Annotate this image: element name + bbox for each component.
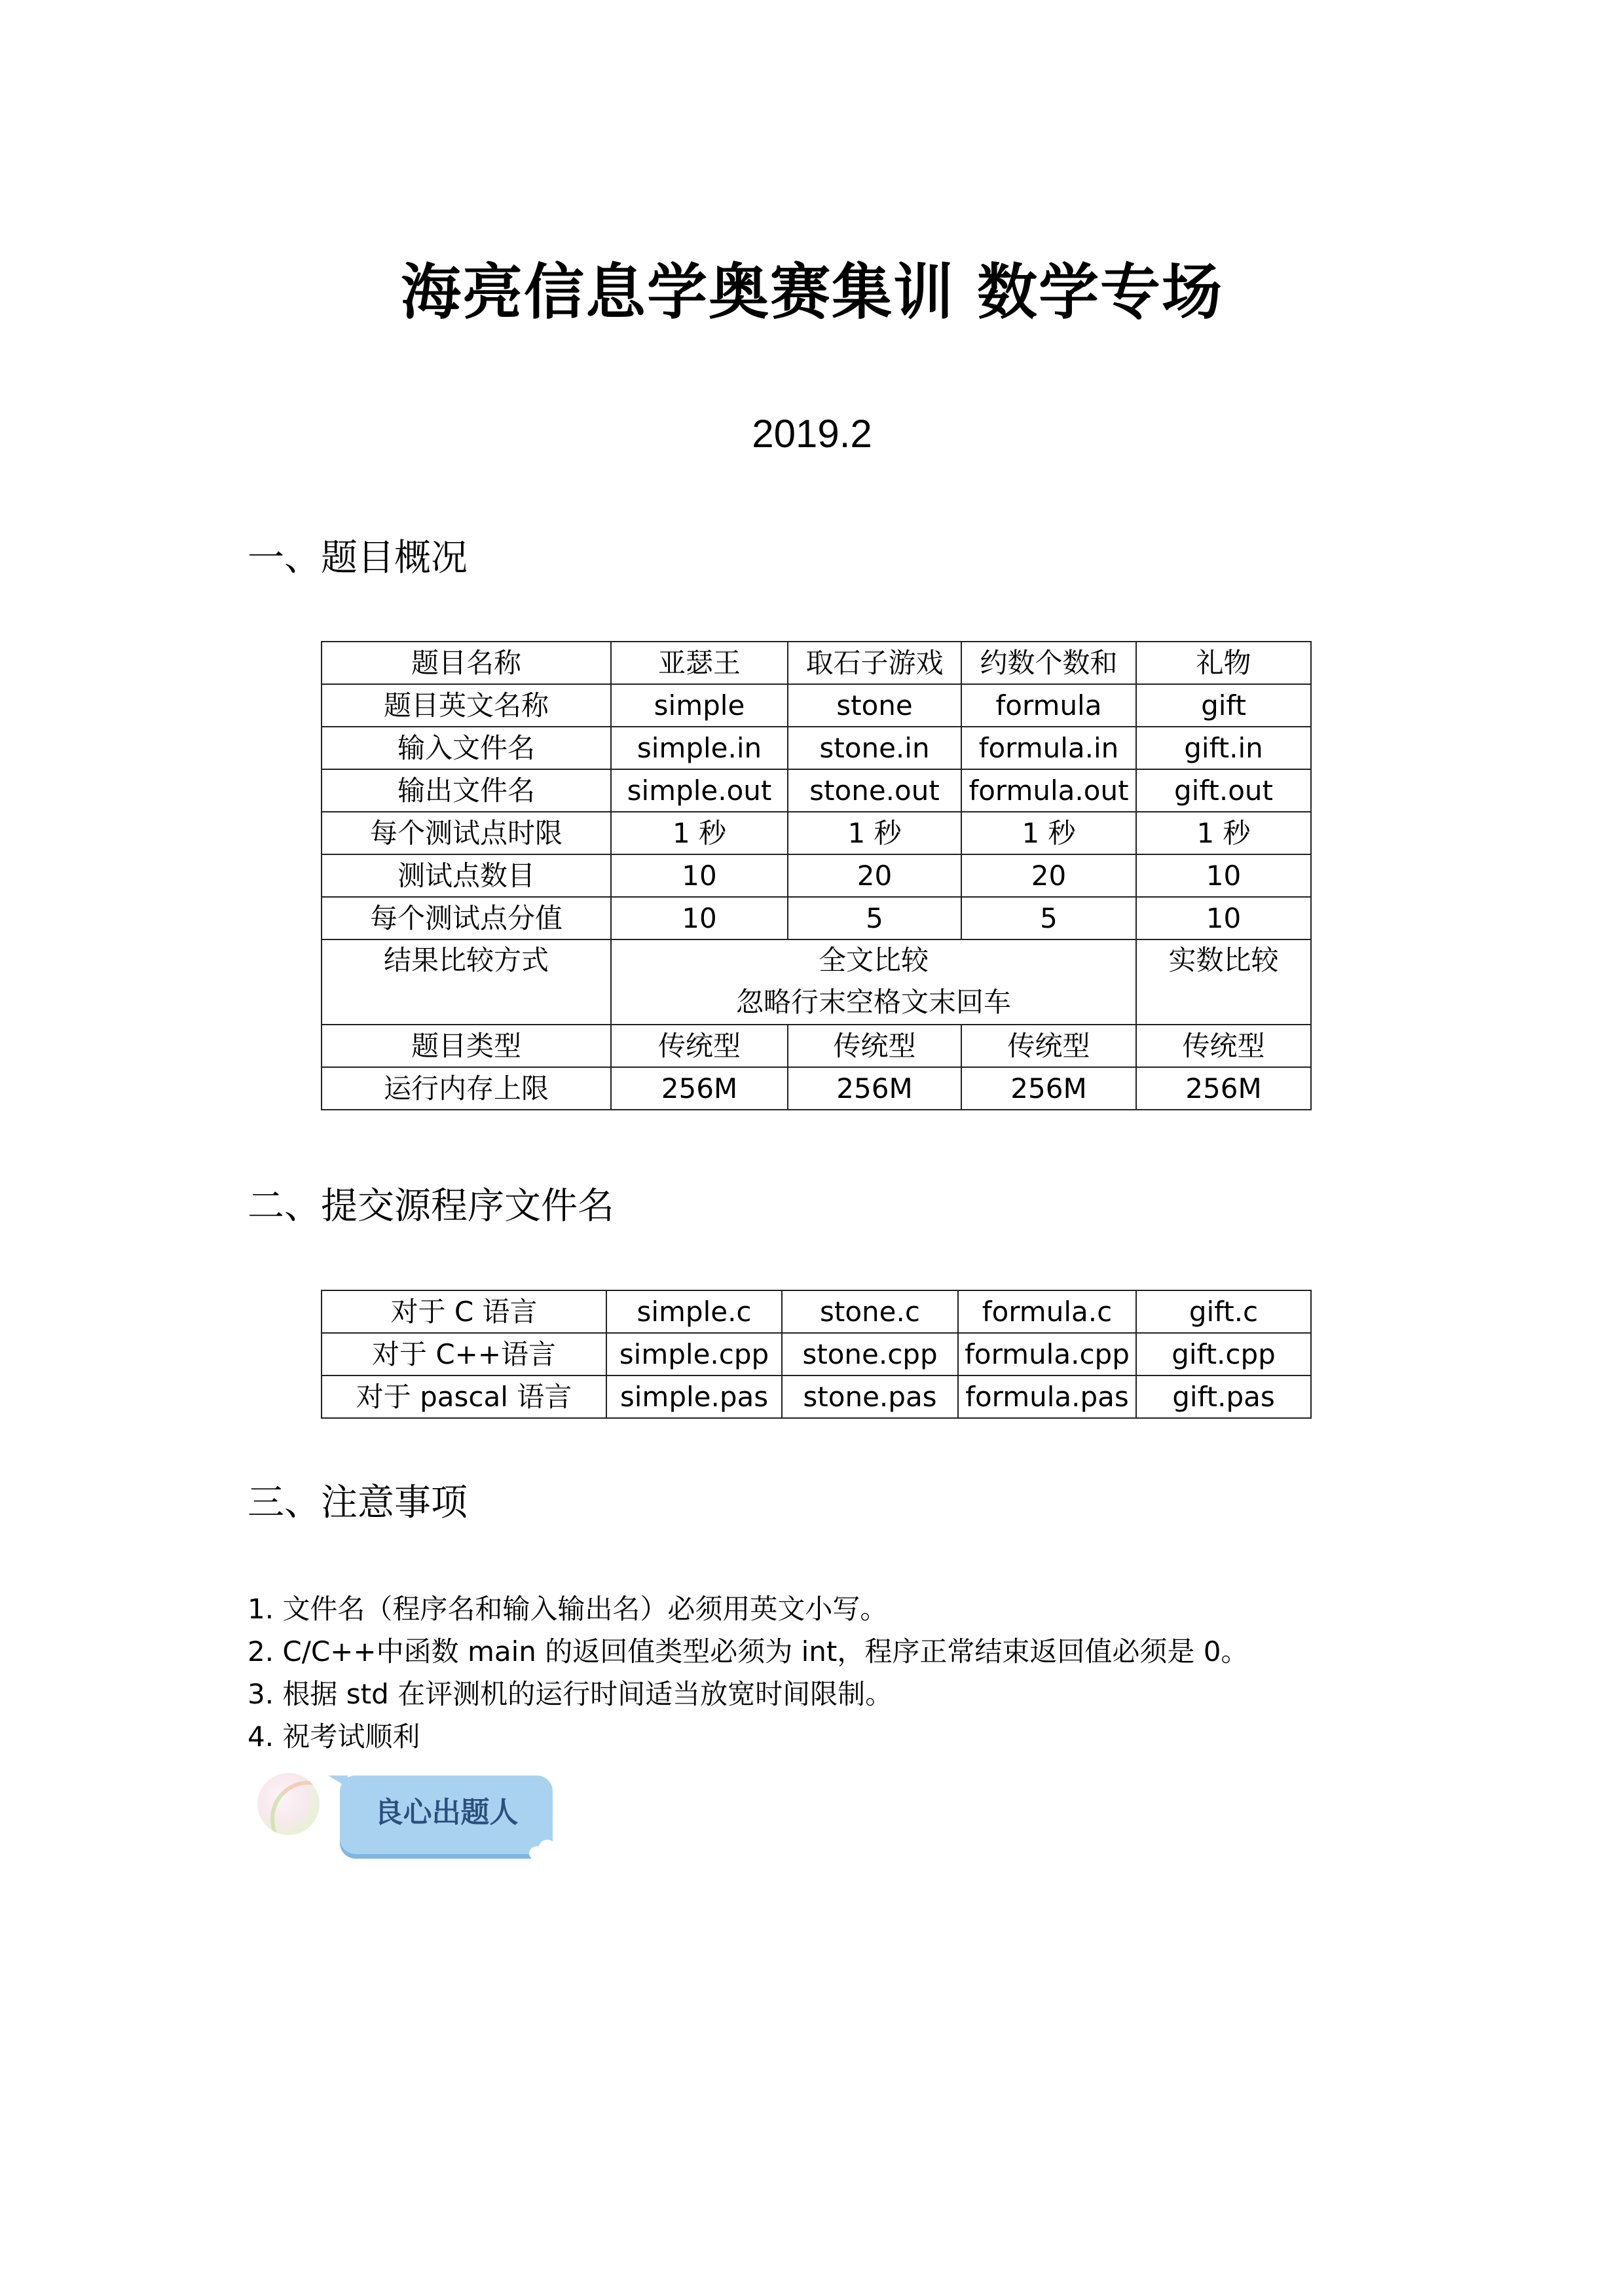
table-row xyxy=(322,684,1311,727)
section-heading-notes: 三、注意事项 xyxy=(248,1482,468,1524)
table-cell: formula xyxy=(961,684,1136,727)
chat-bubble-sticker xyxy=(340,1776,553,1854)
table-cell: gift xyxy=(1136,684,1311,727)
table-cell: simple.in xyxy=(611,727,788,769)
overview-table xyxy=(321,641,1312,1110)
table-cell: gift.in xyxy=(1136,727,1311,769)
note-item: 3. 根据 std 在评测机的运行时间适当放宽时间限制。 xyxy=(248,1678,893,1710)
table-cell: 题目类型 xyxy=(322,1025,611,1067)
table-row xyxy=(322,1333,1311,1376)
table-cell: 约数个数和 xyxy=(961,642,1136,684)
table-row xyxy=(322,769,1311,812)
table-cell: 题目英文名称 xyxy=(322,684,611,727)
compare-line-1: 全文比较 xyxy=(818,944,929,976)
table-cell: 256M xyxy=(788,1067,961,1110)
table-cell: 传统型 xyxy=(961,1025,1136,1067)
table-cell: 传统型 xyxy=(1136,1025,1311,1067)
table-cell: 10 xyxy=(611,854,788,897)
table-cell: 对于 pascal 语言 xyxy=(322,1376,606,1418)
table-cell: formula.in xyxy=(961,727,1136,769)
table-cell: stone.out xyxy=(788,769,961,812)
table-cell: 对于 C++语言 xyxy=(322,1333,606,1376)
table-cell: stone.in xyxy=(788,727,961,769)
table-cell: 结果比较方式 xyxy=(322,939,611,1025)
table-cell: 题目名称 xyxy=(322,642,611,684)
table-cell: 输入文件名 xyxy=(322,727,611,769)
table-cell: simple.pas xyxy=(606,1376,782,1418)
table-cell: 取石子游戏 xyxy=(788,642,961,684)
table-cell: 1 秒 xyxy=(611,812,788,854)
note-item: 1. 文件名（程序名和输入输出名）必须用英文小写。 xyxy=(248,1593,888,1625)
table-row xyxy=(322,727,1311,769)
table-cell: stone.pas xyxy=(782,1376,958,1418)
table-cell: 256M xyxy=(611,1067,788,1110)
table-cell: 5 xyxy=(961,897,1136,939)
table-cell: 亚瑟王 xyxy=(611,642,788,684)
table-row xyxy=(322,1067,1311,1110)
table-cell: 运行内存上限 xyxy=(322,1067,611,1110)
table-cell: stone.c xyxy=(782,1290,958,1333)
table-cell: gift.c xyxy=(1136,1290,1311,1333)
table-cell: formula.pas xyxy=(958,1376,1136,1418)
table-cell: stone xyxy=(788,684,961,727)
table-row xyxy=(322,854,1311,897)
table-cell: 10 xyxy=(611,897,788,939)
table-row xyxy=(322,1290,1311,1333)
table-cell: 10 xyxy=(1136,897,1311,939)
table-cell: 1 秒 xyxy=(1136,812,1311,854)
table-row xyxy=(322,897,1311,939)
table-cell: 1 秒 xyxy=(961,812,1136,854)
source-files-table xyxy=(321,1290,1312,1419)
notes-list xyxy=(248,1588,1248,1758)
table-cell: 对于 C 语言 xyxy=(322,1290,606,1333)
table-row xyxy=(322,1376,1311,1418)
table-cell: simple xyxy=(611,684,788,727)
table-cell: stone.cpp xyxy=(782,1333,958,1376)
table-cell: 测试点数目 xyxy=(322,854,611,897)
note-item: 2. C/C++中函数 main 的返回值类型必须为 int，程序正常结束返回值必须是 0。 xyxy=(248,1635,1249,1667)
table-cell: 传统型 xyxy=(788,1025,961,1067)
table-cell: formula.out xyxy=(961,769,1136,812)
table-cell: 传统型 xyxy=(611,1025,788,1067)
avatar-rainbow-icon xyxy=(257,1773,320,1835)
table-cell: 每个测试点分值 xyxy=(322,897,611,939)
table-row xyxy=(322,642,1311,684)
table-cell: formula.c xyxy=(958,1290,1136,1333)
table-cell: 礼物 xyxy=(1136,642,1311,684)
section-heading-source-files: 二、提交源程序文件名 xyxy=(248,1185,614,1228)
table-cell: 10 xyxy=(1136,854,1311,897)
table-cell: gift.pas xyxy=(1136,1376,1311,1418)
table-cell: 输出文件名 xyxy=(322,769,611,812)
table-cell: simple.c xyxy=(606,1290,782,1333)
table-cell-merged xyxy=(611,939,1136,1025)
table-row-compare xyxy=(322,939,1311,1025)
table-cell: simple.out xyxy=(611,769,788,812)
table-cell: 5 xyxy=(788,897,961,939)
page-title: 海亮信息学奥赛集训 数学专场 xyxy=(400,257,1224,327)
table-cell: 20 xyxy=(961,854,1136,897)
table-cell: formula.cpp xyxy=(958,1333,1136,1376)
table-cell: 256M xyxy=(961,1067,1136,1110)
date: 2019.2 xyxy=(752,412,872,456)
table-cell: 256M xyxy=(1136,1067,1311,1110)
table-cell: gift.out xyxy=(1136,769,1311,812)
table-cell: 1 秒 xyxy=(788,812,961,854)
table-row xyxy=(322,1025,1311,1067)
table-cell: simple.cpp xyxy=(606,1333,782,1376)
table-row xyxy=(322,812,1311,854)
cloud-icon xyxy=(524,1837,563,1861)
section-heading-overview: 一、题目概况 xyxy=(248,537,468,579)
table-cell: 实数比较 xyxy=(1136,939,1311,1025)
sticker-text: 良心出题人 xyxy=(374,1796,519,1829)
note-item: 4. 祝考试顺利 xyxy=(248,1721,420,1753)
table-cell: 20 xyxy=(788,854,961,897)
compare-line-2: 忽略行末空格文末回车 xyxy=(735,986,1011,1018)
table-cell: 每个测试点时限 xyxy=(322,812,611,854)
table-cell: gift.cpp xyxy=(1136,1333,1311,1376)
